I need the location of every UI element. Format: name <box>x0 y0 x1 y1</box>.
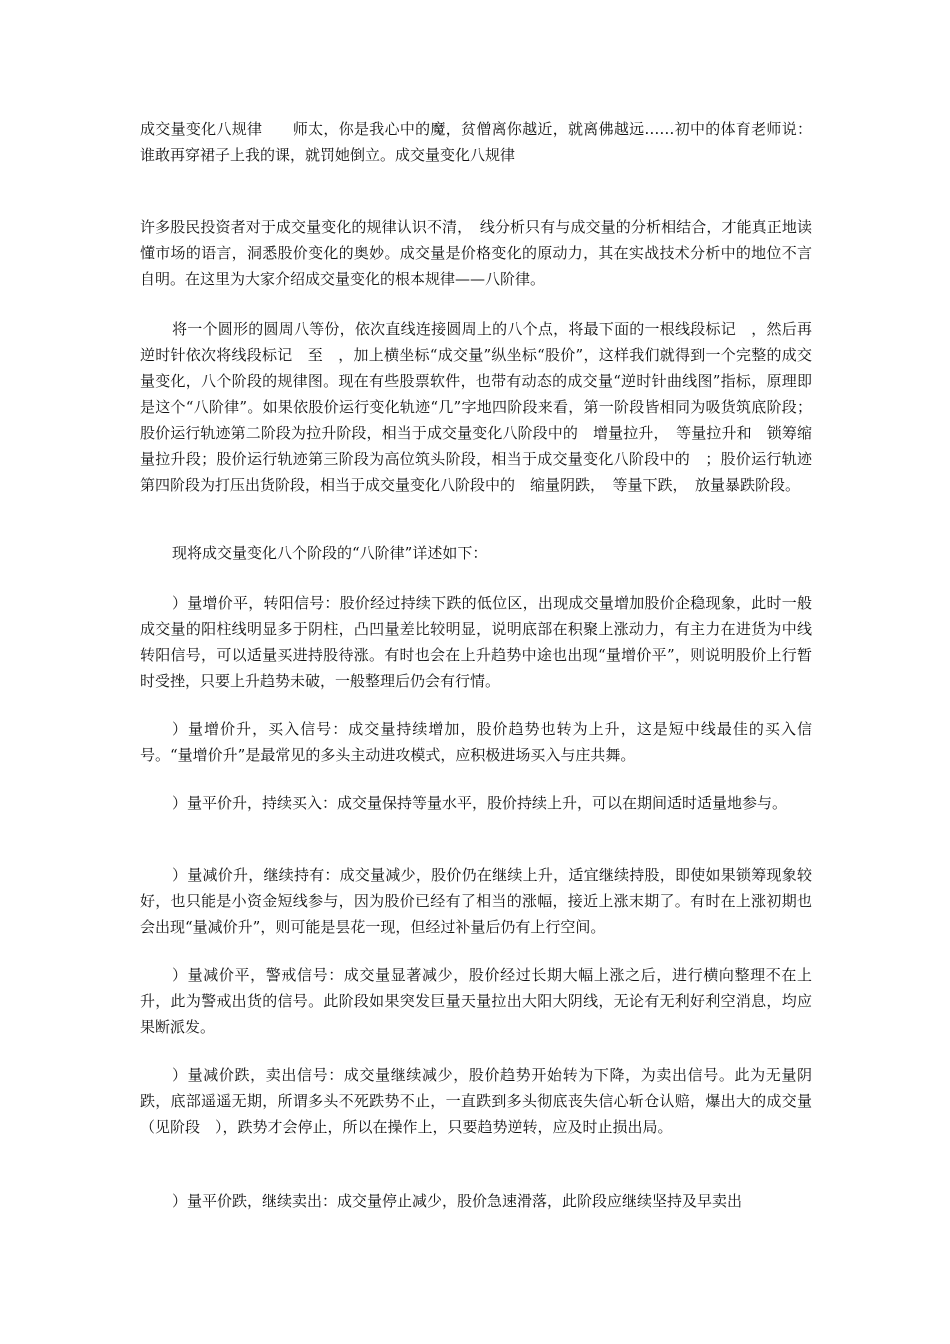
rule-paragraph-5: ）量减价平，警戒信号：成交量显著减少，股价经过长期大幅上涨之后，进行横向整理不在上升，此为警戒出货的信号。此阶段如果突发巨量天量拉出大阳大阴线，无论有无利好利空消息，均应果断派发。 <box>140 966 812 1036</box>
rule-paragraph-7: ）量平价跌，继续卖出：成交量停止减少，股价急速滑落，此阶段应继续坚持及早卖出 <box>172 1192 743 1210</box>
rules-intro-paragraph: 现将成交量变化八个阶段的“八阶律”详述如下： <box>172 544 488 562</box>
header-paragraph: 成交量变化八规律 师太，你是我心中的魔，贫僧离你越近，就离佛越远……初中的体育老师说：谁敢再穿裙子上我的课，就罚她倒立。成交量变化八规律 <box>140 120 812 164</box>
rule-paragraph-3: ）量平价升，持续买入：成交量保持等量水平，股价持续上升，可以在期间适时适量地参与。 <box>172 794 788 812</box>
rule-paragraph-2: ）量增价升，买入信号：成交量持续增加，股价趋势也转为上升，这是短中线最佳的买入信号。“量增价升”是最常见的多头主动进攻模式，应积极进场买入与庄共舞。 <box>140 720 812 764</box>
rule-paragraph-4: ）量减价升，继续持有：成交量减少，股价仍在继续上升，适宜继续持股，即使如果锁筹现象较好，也只能是小资金短线参与，因为股价已经有了相当的涨幅，接近上涨末期了。有时在上涨初期也会出现“量减价升”，则可能是昙花一现，但经过补量后仍有上行空间。 <box>140 866 812 936</box>
circle-rule-paragraph: 将一个圆形的圆周八等份，依次直线连接圆周上的八个点，将最下面的一根线段标记 ，然后再逆时针依次将线段标记 至 ，加上横坐标“成交量”纵坐标“股价”，这样我们就得到一个完整的成交量变化，八个阶段的规律图。现在有些股票软件，也带有动态的成交量“逆时针曲线图”指标，原理即是这个“八阶律”。如果依股价运行变化轨迹“几”字地四阶段来看，第一阶段皆相同为吸货筑底阶段；股价运行轨迹第二阶段为拉升阶段，相当于成交量变化八阶段中的 增量拉升， 等量拉升和 锁筹缩量拉升段；股价运行轨迹第三阶段为高位筑头阶段，相当于成交量变化八阶段中的 ；股价运行轨迹第四阶段为打压出货阶段，相当于成交量变化八阶段中的 缩量阴跌， 等量下跌， 放量暴跌阶段。 <box>140 320 812 494</box>
intro-paragraph: 许多股民投资者对于成交量变化的规律认识不清， 线分析只有与成交量的分析相结合，才能真正地读懂市场的语言，洞悉股价变化的奥妙。成交量是价格变化的原动力，其在实战技术分析中的地位不言自明。在这里为大家介绍成交量变化的根本规律——八阶律。 <box>140 218 812 288</box>
rule-paragraph-6: ）量减价跌，卖出信号：成交量继续减少，股价趋势开始转为下降，为卖出信号。此为无量阴跌，底部遥遥无期，所谓多头不死跌势不止，一直跌到多头彻底丧失信心斩仓认赔，爆出大的成交量（见阶段 ），跌势才会停止，所以在操作上，只要趋势逆转，应及时止损出局。 <box>140 1066 812 1136</box>
rule-paragraph-1: ）量增价平，转阳信号：股价经过持续下跌的低位区，出现成交量增加股价企稳现象，此时一般成交量的阳柱线明显多于阴柱，凸凹量差比较明显，说明底部在积聚上涨动力，有主力在进货为中线转阳信号，可以适量买进持股待涨。有时也会在上升趋势中途也出现“量增价平”，则说明股价上行暂时受挫，只要上升趋势未破，一般整理后仍会有行情。 <box>140 594 812 690</box>
